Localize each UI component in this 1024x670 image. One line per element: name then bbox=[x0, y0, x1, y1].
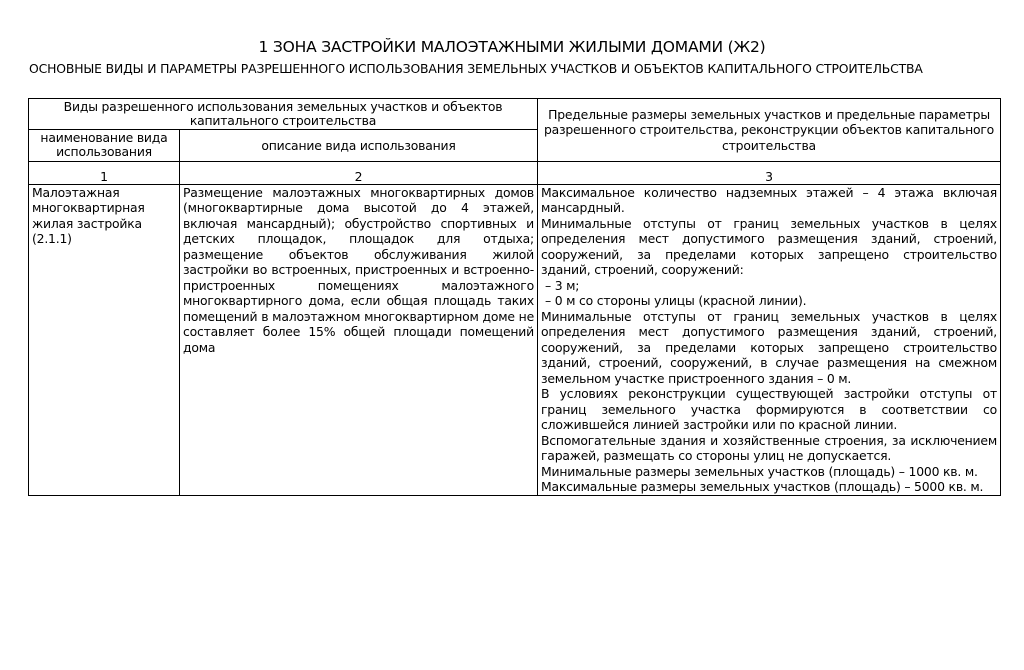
column-number-1: 1 bbox=[29, 170, 180, 185]
limit-max-floors: Максимальное количество надземных этажей – 4 этажа включая мансардный. bbox=[541, 184, 997, 215]
header-row-groups bbox=[29, 99, 1001, 130]
description-column-header: описание вида использования bbox=[180, 130, 538, 162]
limits-cell bbox=[538, 184, 1001, 495]
document-subtitle: ОСНОВНЫЕ ВИДЫ И ПАРАМЕТРЫ РАЗРЕШЕННОГО ИСПОЛЬЗОВАНИЯ ЗЕМЕЛЬНЫХ УЧАСТКОВ И ОБЪЕКТОВ КАПИТАЛЬНОГО СТРОИТЕЛЬСТВА bbox=[29, 61, 923, 76]
limit-setback-street: – 0 м со стороны улицы (красной линии). bbox=[545, 293, 807, 308]
column-number-3: 3 bbox=[538, 170, 1001, 185]
table-row bbox=[29, 184, 1001, 495]
limit-auxiliary-buildings: Вспомогательные здания и хозяйственные строения, за исключением гаражей, размещать со стороны улиц не допускается. bbox=[541, 432, 997, 463]
limit-reconstruction: В условиях реконструкции существующей застройки отступы от границ земельного участка формируются в соответствии со сложившейся линией застройки или по красной линии. bbox=[541, 386, 997, 432]
zoning-table bbox=[28, 98, 1001, 496]
use-description-cell: Размещение малоэтажных многоквартирных домов (многоквартирные дома высотой до 4 этажей, включая мансардный); обустройство спортивных и детских площадок, площадок для отдыха; размещение объектов обслуживания жилой застройки во встроенных, пристроенных и встроенно-пристроенных помещениях малоэтажного многоквартирного дома, если общая площадь таких помещений в малоэтажном многоквартирном доме не составляет более 15% общей площади помещений дома bbox=[180, 184, 538, 495]
use-name-cell: Малоэтажная многоквартирная жилая застройка (2.1.1) bbox=[29, 184, 180, 495]
uses-group-header: Виды разрешенного использования земельных участков и объектов капитального строительства bbox=[29, 99, 538, 130]
header-spacer-row bbox=[29, 162, 1001, 170]
column-number-row bbox=[29, 170, 1001, 185]
name-column-header: наименование вида использования bbox=[29, 130, 180, 162]
limit-min-setbacks: Минимальные отступы от границ земельных участков в целях определения мест допустимого размещения зданий, строений, сооружений, за пределами которых запрещено строительство зданий, строений, сооружений: bbox=[541, 215, 997, 277]
document-title: 1 ЗОНА ЗАСТРОЙКИ МАЛОЭТАЖНЫМИ ЖИЛЫМИ ДОМАМИ (Ж2) bbox=[258, 38, 766, 56]
limits-header: Предельные размеры земельных участков и предельные параметры разрешенного строительства, реконструкции объектов капитального строительства bbox=[538, 99, 1001, 162]
limit-min-plot-size: Минимальные размеры земельных участков (площадь) – 1000 кв. м. bbox=[541, 463, 978, 479]
limit-setback-attached: Минимальные отступы от границ земельных участков в целях определения мест допустимого размещения зданий, строений, сооружений, за пределами которых запрещено строительство зданий, строений, сооружений, в случае размещения на смежном земельном участке пристроенного здания – 0 м. bbox=[541, 308, 997, 386]
limit-setback-3m: – 3 м; bbox=[545, 277, 580, 293]
column-number-2: 2 bbox=[180, 170, 538, 185]
limit-max-plot-size: Максимальные размеры земельных участков (площадь) – 5000 кв. м. bbox=[541, 479, 984, 494]
